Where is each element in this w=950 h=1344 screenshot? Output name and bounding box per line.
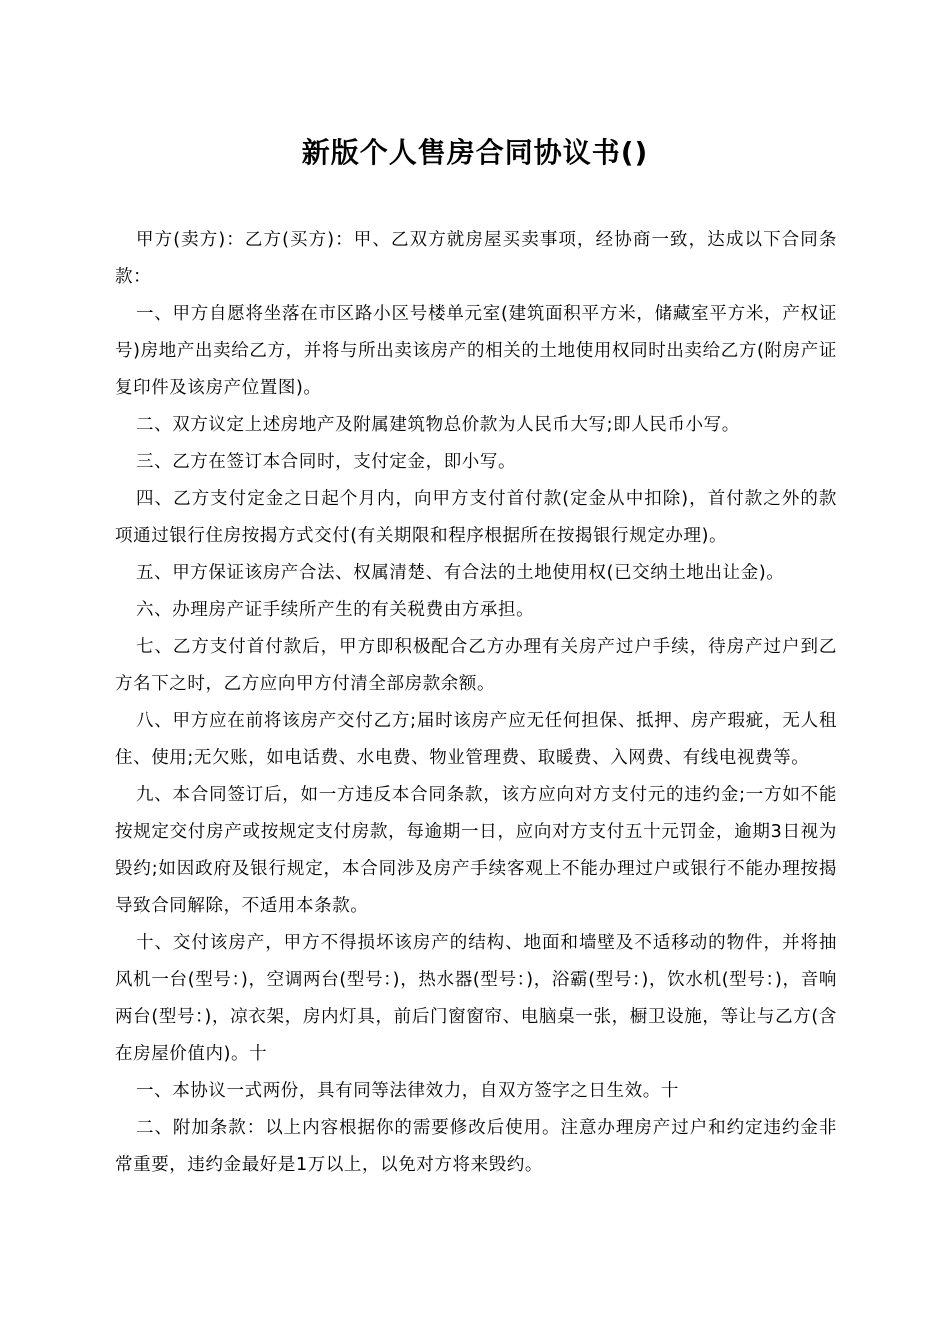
paragraph-clause-5: 五、甲方保证该房产合法、权属清楚、有合法的土地使用权(已交纳土地出让金)。 xyxy=(136,563,785,583)
paragraph-clause-7: 七、乙方支付首付款后，甲方即积极配合乙方办理有关房产过户手续，待房产过户到乙方名下之时，乙方应向甲方付清全部房款余额。 xyxy=(115,637,837,694)
document-body xyxy=(115,222,837,1184)
paragraph-clause-10: 十、交付该房产，甲方不得损坏该房产的结构、地面和墙壁及不适移动的物件，并将抽风机一台(型号：)，空调两台(型号：)，热水器(型号：)，浴霸(型号：)，饮水机(型号：)，音响两台(型号：)，凉衣架，房内灯具，前后门窗窗帘、电脑桌一张，橱卫设施，等让与乙方(含在房屋价值内)。十 xyxy=(115,933,837,1064)
paragraph-clause-4: 四、乙方支付定金之日起个月内，向甲方支付首付款(定金从中扣除)，首付款之外的款项通过银行住房按揭方式交付(有关期限和程序根据所在按揭银行规定办理)。 xyxy=(115,489,837,546)
paragraph-clause-2: 二、双方议定上述房地产及附属建筑物总价款为人民币大写;即人民币小写。 xyxy=(136,415,740,435)
paragraph-clause-12: 二、附加条款：以上内容根据你的需要修改后使用。注意办理房产过户和约定违约金非常重要，违约金最好是1万以上，以免对方将来毁约。 xyxy=(115,1118,837,1175)
paragraph-clause-9: 九、本合同签订后，如一方违反本合同条款，该方应向对方支付元的违约金;一方如不能按规定交付房产或按规定支付房款，每逾期一日，应向对方支付五十元罚金，逾期3日视为毁约;如因政府及银行规定，本合同涉及房产手续客观上不能办理过户或银行不能办理按揭导致合同解除，不适用本条款。 xyxy=(115,785,837,916)
paragraph-clause-1: 一、甲方自愿将坐落在市区路小区号楼单元室(建筑面积平方米，储藏室平方米，产权证号)房地产出卖给乙方，并将与所出卖该房产的相关的土地使用权同时出卖给乙方(附房产证复印件及该房产位置图)。 xyxy=(115,304,837,398)
paragraph-clause-3: 三、乙方在签订本合同时，支付定金，即小写。 xyxy=(136,452,517,472)
paragraph-clause-6: 六、办理房产证手续所产生的有关税费由方承担。 xyxy=(136,600,535,620)
paragraph-preamble: 甲方(卖方)：乙方(买方)：甲、乙双方就房屋买卖事项，经协商一致，达成以下合同条款： xyxy=(115,230,837,287)
paragraph-clause-11: 一、本协议一式两份，具有同等法律效力，自双方签字之日生效。十 xyxy=(136,1081,679,1101)
document-title: 新版个人售房合同协议书() xyxy=(301,136,649,169)
paragraph-clause-8: 八、甲方应在前将该房产交付乙方;届时该房产应无任何担保、抵押、房产瑕疵，无人租住、使用;无欠账，如电话费、水电费、物业管理费、取暖费、入网费、有线电视费等。 xyxy=(115,711,837,768)
